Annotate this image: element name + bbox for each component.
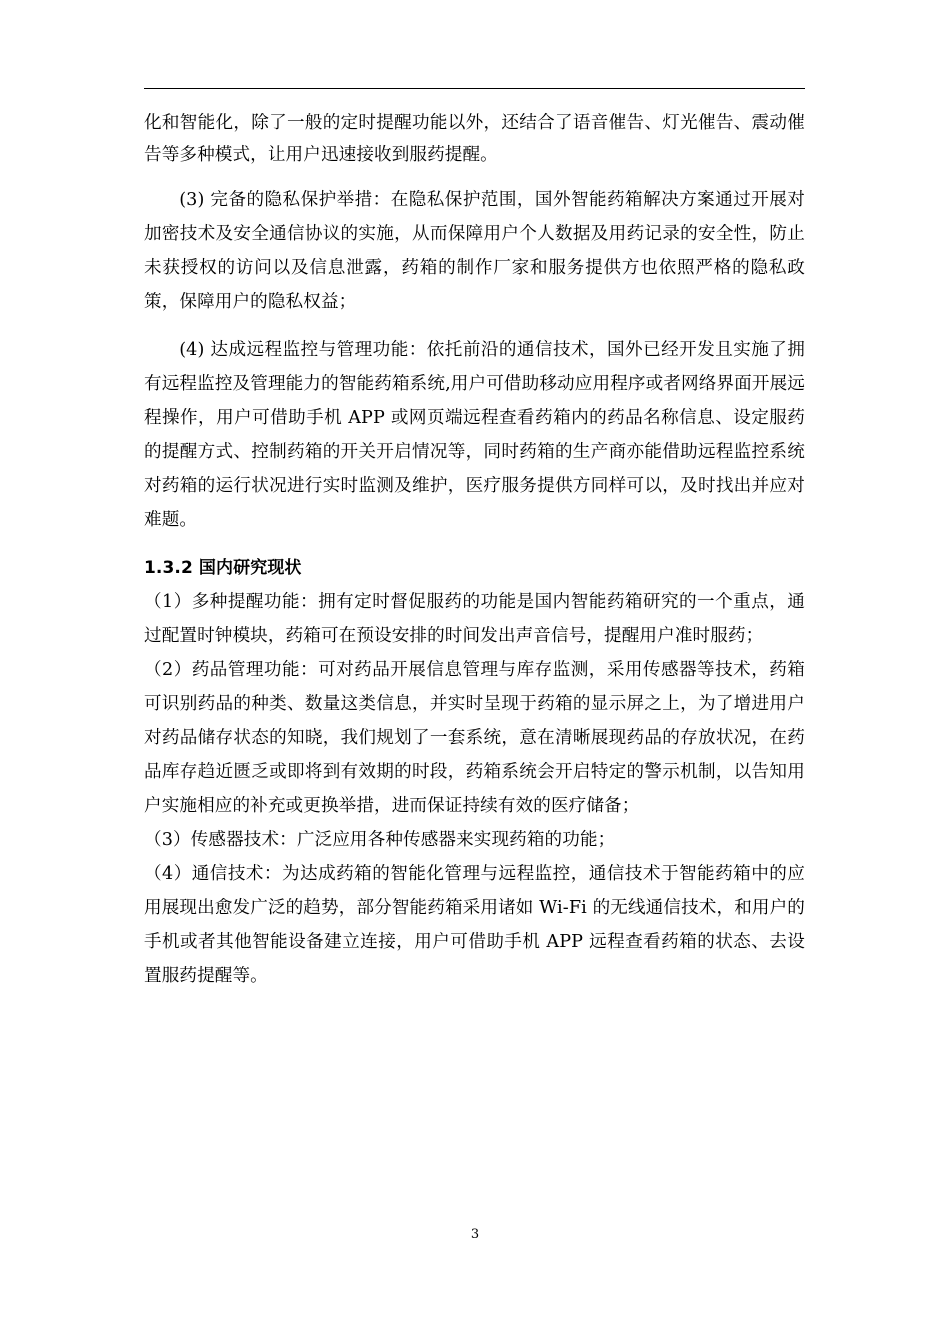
page-content <box>144 108 805 993</box>
list-item-medicine-management: （2）药品管理功能：可对药品开展信息管理与库存监测，采用传感器等技术，药箱可识别药品的种类、数量这类信息，并实时呈现于药箱的显示屏之上，为了增进用户对药品储存状态的知晓，我们规划了一套系统，意在清晰展现药品的存放状况，在药品库存趋近匮乏或即将到有效期的时段，药箱系统会开启特定的警示机制，以告知用户实施相应的补充或更换举措，进而保证持续有效的医疗储备； <box>144 660 805 816</box>
list-item-sensor-technology: （3）传感器技术：广泛应用各种传感器来实现药箱的功能； <box>144 830 616 850</box>
header-rule <box>144 88 805 89</box>
paragraph-reminder-modes: 化和智能化，除了一般的定时提醒功能以外，还结合了语音催告、灯光催告、震动催告等多种模式，让用户迅速接收到服药提醒。 <box>144 113 805 165</box>
paragraph-remote-monitoring: (4) 达成远程监控与管理功能：依托前沿的通信技术，国外已经开发且实施了拥有远程监控及管理能力的智能药箱系统,用户可借助移动应用程序或者网络界面开展远程操作，用户可借助手机 APP 或网页端远程查看药箱内的药品名称信息、设定服药的提醒方式、控制药箱的开关开启情况等，同时药箱的生产商亦能借助远程监控系统对药箱的运行状况进行实时监测及维护，医疗服务提供方同样可以，及时找出并应对难题。 <box>144 340 805 530</box>
paragraph-privacy-protection: (3) 完备的隐私保护举措：在隐私保护范围，国外智能药箱解决方案通过开展对加密技术及安全通信协议的实施，从而保障用户个人数据及用药记录的安全性，防止未获授权的访问以及信息泄露，药箱的制作厂家和服务提供方也依照严格的隐私政策，保障用户的隐私权益； <box>144 190 805 312</box>
section-heading-domestic-research: 1.3.2 国内研究现状 <box>144 558 302 578</box>
list-item-reminder-function: （1）多种提醒功能：拥有定时督促服药的功能是国内智能药箱研究的一个重点，通过配置时钟模块，药箱可在预设安排的时间发出声音信号，提醒用户准时服药； <box>144 592 805 646</box>
list-item-communication-technology: （4）通信技术：为达成药箱的智能化管理与远程监控，通信技术于智能药箱中的应用展现出愈发广泛的趋势，部分智能药箱采用诸如 Wi-Fi 的无线通信技术，和用户的手机或者其他智能设备建立连接，用户可借助手机 APP 远程查看药箱的状态、去设置服药提醒等。 <box>144 864 805 986</box>
page-number: 3 <box>470 1227 480 1242</box>
